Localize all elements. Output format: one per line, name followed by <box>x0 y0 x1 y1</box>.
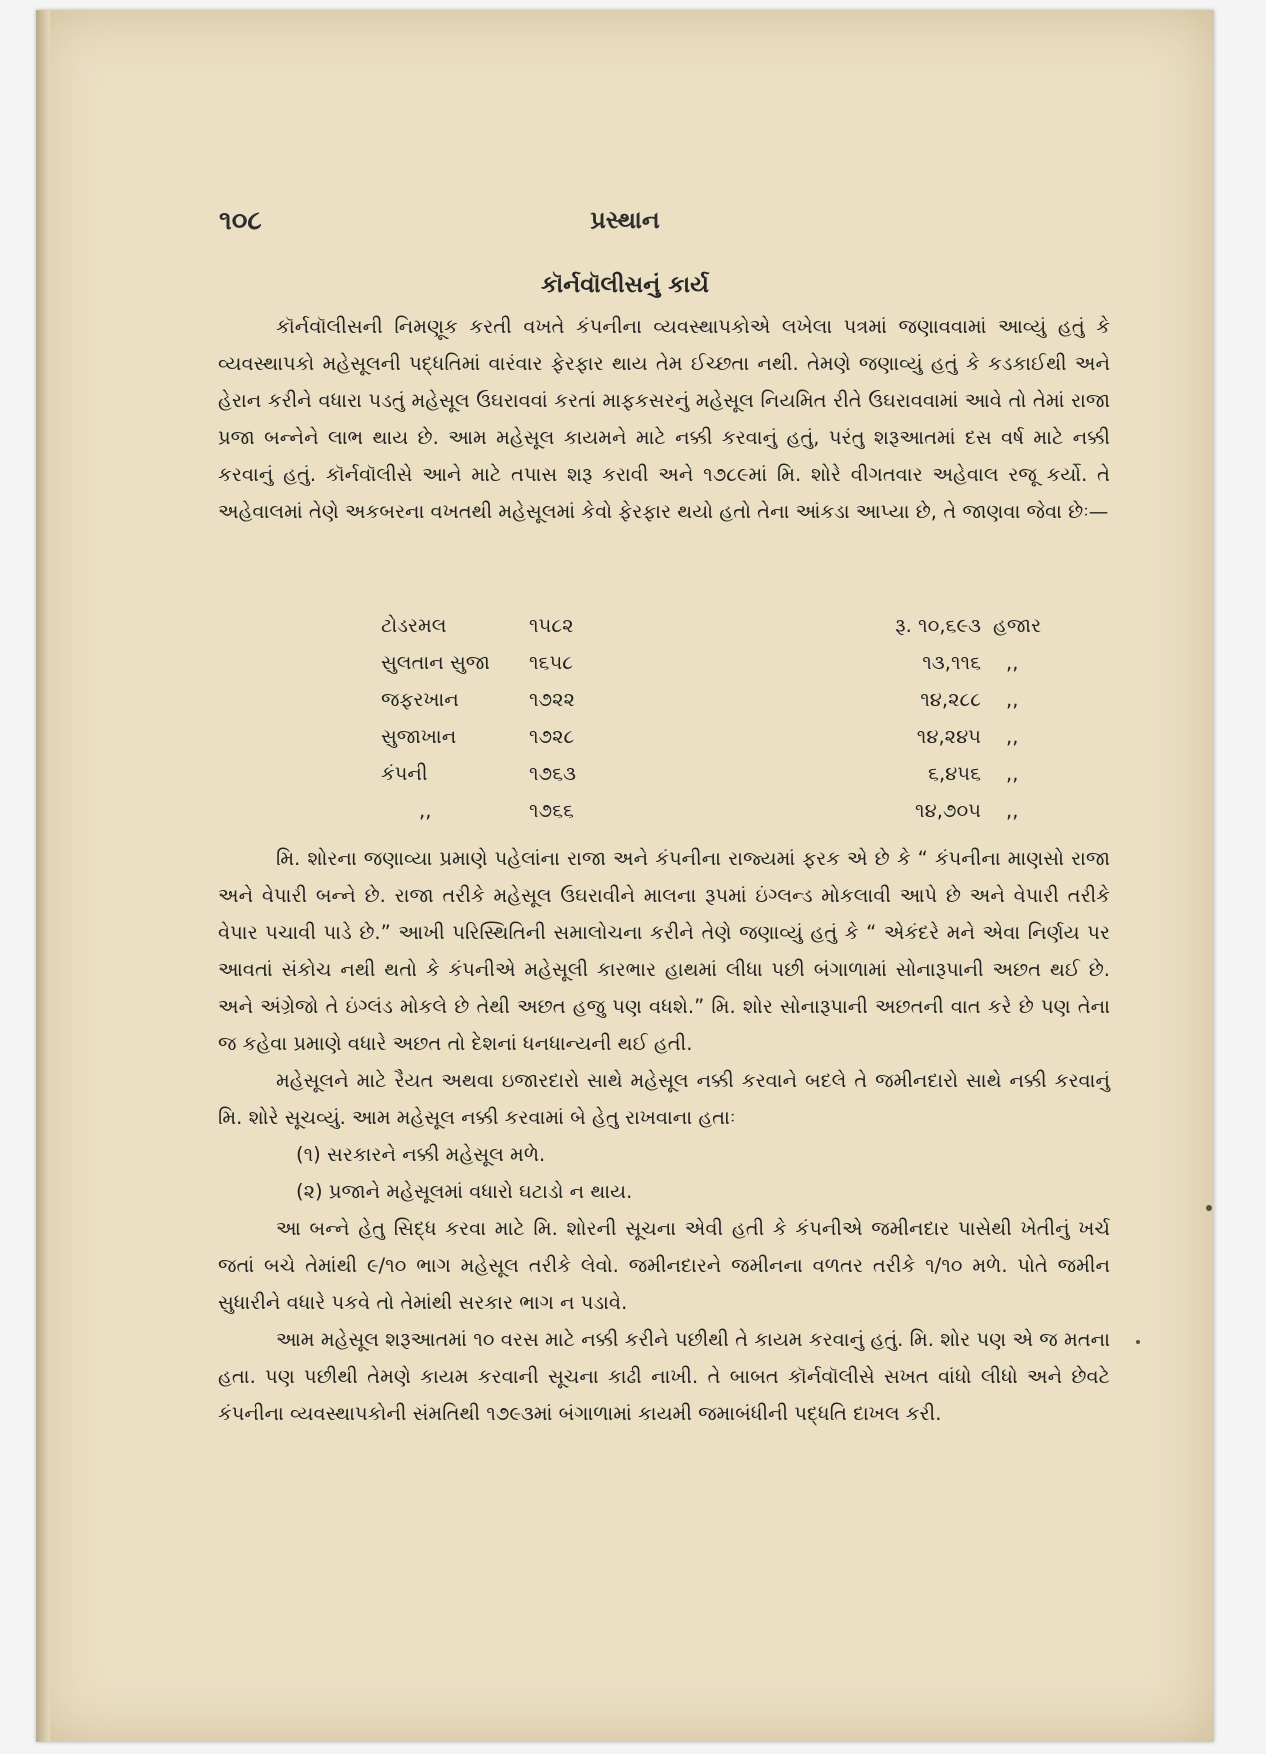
row-unit: ,, <box>1006 762 1019 785</box>
body-text-block <box>218 840 1110 1432</box>
row-unit: ,, <box>1006 799 1019 822</box>
print-speck <box>1206 1205 1212 1211</box>
list-item: (૧) સરકારને નક્કી મહેસૂલ મળે. <box>296 1143 546 1166</box>
row-name: ટોડરમલ <box>381 614 447 637</box>
row-name: ,, <box>419 799 432 822</box>
row-year: ૧૭૨૮ <box>529 725 575 748</box>
row-value: રૂ. ૧૦,૬૯૩ <box>895 614 981 637</box>
row-year: ૧૭૨૨ <box>529 688 576 711</box>
row-year: ૧૫૮૨ <box>529 614 574 637</box>
row-name: કંપની <box>381 762 428 785</box>
row-year: ૧૬૫૮ <box>529 651 574 674</box>
intro-paragraph-block <box>218 308 1110 530</box>
row-year: ૧૭૬૩ <box>529 762 577 785</box>
print-speck <box>1136 1340 1140 1344</box>
row-value: ૧૩,૧૧૬ <box>922 651 981 674</box>
page-spine-shadow <box>36 10 50 1742</box>
list-item: (૨) પ્રજાને મહેસૂલમાં વધારો ઘટાડો ન થાય. <box>296 1180 633 1203</box>
page-header <box>36 206 1214 246</box>
paragraph-shore-report: મિ. શોરના જણાવ્યા પ્રમાણે પહેલાંના રાજા અને કંપનીના રાજ્યમાં ફરક એ છે કે “ કંપનીના માણસો રાજા અને વેપારી બન્ને છે. રાજા તરીકે મહેસૂલ ઉઘરાવીને માલના રૂપમાં ઇંગ્લન્ડ મોકલાવી આપે છે અને વેપારી તરીકે વેપાર પચાવી પાડે છે.” આખી પરિસ્થિતિની સમાલોચના કરીને તેણે જણાવ્યું હતું કે “ એકંદરે મને એવા નિર્ણય પર આવતાં સંકોચ નથી થતો કે કંપનીએ મહેસૂલી કારભાર હાથમાં લીધા પછી બંગાળામાં સોનારૂપાની અછત થઈ છે. અને અંગ્રેજો તે ઇંગ્લંડ મોકલે છે તેથી અછત હજુ પણ વધશે.” મિ. શોર સોનારૂપાની અછતની વાત કરે છે પણ તેના જ કહેવા પ્રમાણે વધારે અછત તો દેશનાં ધનધાન્યની થઈ હતી. <box>218 847 1110 1055</box>
table-row <box>381 762 1101 799</box>
table-row <box>381 614 1101 651</box>
row-value: ૧૪,૭૦૫ <box>915 799 981 822</box>
row-value: ૧૪,૨૮૮ <box>920 688 981 711</box>
row-name: સુજાખાન <box>381 725 457 748</box>
paragraph-shore-proposal: આ બન્ને હેતુ સિદ્ધ કરવા માટે મિ. શોરની સૂચના એવી હતી કે કંપનીએ જમીનદાર પાસેથી ખેતીનું ખર્ચ જતાં બચે તેમાંથી ૯/૧૦ ભાગ મહેસૂલ તરીકે લેવો. જમીનદારને જમીનના વળતર તરીકે ૧/૧૦ મળે. પોતે જમીન સુધારીને વધારે પકવે તો તેમાંથી સરકાર ભાગ ન પડાવે. <box>218 1217 1110 1314</box>
row-unit: હજાર <box>993 614 1042 637</box>
revenue-table <box>381 614 1101 836</box>
row-value: ૬,૪૫૬ <box>928 762 981 785</box>
table-row <box>381 651 1101 688</box>
row-unit: ,, <box>1006 688 1019 711</box>
row-name: જફરખાન <box>381 688 459 711</box>
table-row <box>381 799 1101 836</box>
paragraph-zamindar-settlement: મહેસૂલને માટે રૈયત અથવા ઇજારદારો સાથે મહેસૂલ નક્કી કરવાને બદલે તે જમીનદારો સાથે નક્કી કરવાનું મિ. શોરે સૂચવ્યું. આમ મહેસૂલ નક્કી કરવામાં બે હેતુ રાખવાના હતાઃ <box>218 1069 1110 1129</box>
table-row <box>381 725 1101 762</box>
running-title: પ્રસ્થાન <box>590 206 660 234</box>
page-number: ૧૦૮ <box>219 206 262 236</box>
row-unit: ,, <box>1006 651 1019 674</box>
table-row <box>381 688 1101 725</box>
row-year: ૧૭૬૬ <box>529 799 574 822</box>
book-page <box>36 10 1214 1742</box>
row-unit: ,, <box>1006 725 1019 748</box>
row-value: ૧૪,૨૪૫ <box>916 725 981 748</box>
row-name: સુલતાન સુજા <box>381 651 490 674</box>
paragraph-permanent-settlement: આમ મહેસૂલ શરૂઆતમાં ૧૦ વરસ માટે નક્કી કરીને પછીથી તે કાયમ કરવાનું હતું. મિ. શોર પણ એ જ મતના હતા. પણ પછીથી તેમણે કાયમ કરવાની સૂચના કાઢી નાખી. તે બાબત કૉર્નવૉલીસે સખત વાંધો લીધો અને છેવટે કંપનીના વ્યવસ્થાપકોની સંમતિથી ૧૭૯૩માં બંગાળામાં કાયમી જમાબંધીની પદ્ધતિ દાખલ કરી. <box>218 1328 1110 1425</box>
intro-paragraph: કૉર્નવૉલીસની નિમણૂક કરતી વખતે કંપનીના વ્યવસ્થાપકોએ લખેલા પત્રમાં જણાવવામાં આવ્યું હતું કે વ્યવસ્થાપકો મહેસૂલની પદ્ધતિમાં વારંવાર ફેરફાર થાય તેમ ઈચ્છતા નથી. તેમણે જણાવ્યું હતું કે કડકાઈથી અને હેરાન કરીને વધારા પડતું મહેસૂલ ઉઘરાવવાં કરતાં માફકસરનું મહેસૂલ નિયમિત રીતે ઉઘરાવવામાં આવે તો તેમાં રાજા પ્રજા બન્નેને લાભ થાય છે. આમ મહેસૂલ કાયમને માટે નક્કી કરવાનું હતું, પરંતુ શરૂઆતમાં દસ વર્ષ માટે નક્કી કરવાનું હતું. કૉર્નવૉલીસે આને માટે તપાસ શરૂ કરાવી અને ૧૭૮૯માં મિ. શોરે વીગતવાર અહેવાલ રજૂ કર્યો. તે અહેવાલમાં તેણે અકબરના વખતથી મહેસૂલમાં કેવો ફેરફાર થયો હતો તેના આંકડા આપ્યા છે, તે જાણવા જેવા છેઃ— <box>218 315 1110 523</box>
section-title: કૉર્નવૉલીસનું કાર્ય <box>540 272 710 298</box>
